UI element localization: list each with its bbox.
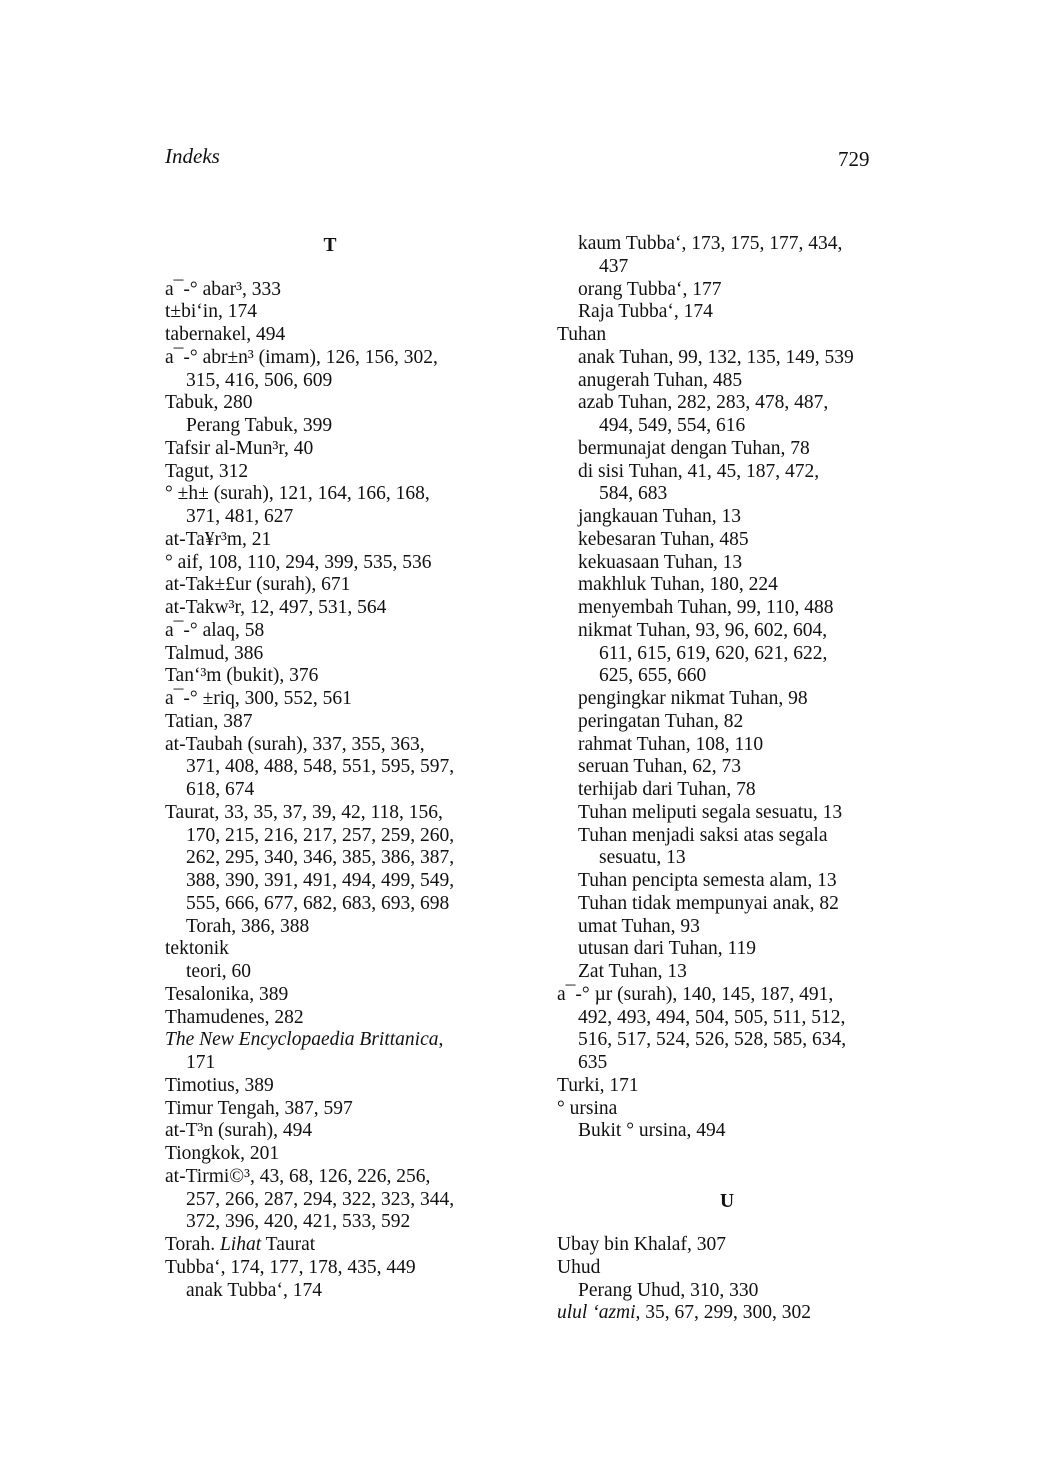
index-entries-t-continued [557, 233, 897, 1143]
index-entry: Zat Tuhan, 13 [578, 961, 687, 982]
index-entry: The New Encyclopaedia Brittanica, [165, 1029, 444, 1051]
index-entry: Perang Uhud, 310, 330 [578, 1279, 759, 1301]
index-entry: at-Ta¥r³m, 21 [165, 528, 272, 550]
index-entry: 388, 390, 391, 491, 494, 499, 549, [186, 870, 455, 891]
index-entry: Bukit ° ursina, 494 [578, 1120, 726, 1142]
index-entry: azab Tuhan, 282, 283, 478, 487, [578, 392, 829, 414]
index-entries-u [557, 1234, 897, 1325]
index-entry: Tuhan pencipta semesta alam, 13 [578, 870, 837, 891]
index-entry: jangkauan Tuhan, 13 [578, 506, 742, 527]
index-entry: Tiongkok, 201 [165, 1143, 280, 1164]
index-entry: a¯-° µr (surah), 140, 145, 187, 491, [557, 983, 834, 1005]
index-entry: Tagut, 312 [165, 460, 249, 482]
running-head-title: Indeks [165, 144, 220, 168]
index-entry: Timur Tengah, 387, 597 [165, 1097, 353, 1119]
index-entry: teori, 60 [186, 961, 251, 982]
index-entry: umat Tuhan, 93 [578, 915, 700, 937]
index-entry: anak Tubba‘, 174 [186, 1279, 322, 1301]
index-entry: 555, 666, 677, 682, 683, 693, 698 [186, 892, 450, 914]
index-entry: at-Tirmi©³, 43, 68, 126, 226, 256, [165, 1165, 431, 1187]
index-entry: kaum Tubba‘, 173, 175, 177, 434, [578, 233, 843, 254]
index-entry: 371, 408, 488, 548, 551, 595, 597, [186, 756, 455, 778]
index-entry: a¯-° abr±n³ (imam), 126, 156, 302, [165, 346, 438, 368]
index-entry: 635 [578, 1052, 608, 1073]
index-entry: peringatan Tuhan, 82 [578, 710, 744, 732]
index-entry: kekuasaan Tuhan, 13 [578, 551, 743, 573]
index-entry: 584, 683 [599, 483, 668, 505]
index-entry: terhijab dari Tuhan, 78 [578, 779, 756, 800]
index-entry: a¯-° alaq, 58 [165, 619, 265, 641]
index-entry: 371, 481, 627 [186, 506, 294, 527]
section-heading-u: U [719, 1190, 735, 1212]
index-entry: 171 [186, 1052, 216, 1073]
index-entry: 437 [599, 255, 629, 277]
index-entry: ulul ‘azmi, 35, 67, 299, 300, 302 [557, 1302, 812, 1324]
index-entry: 611, 615, 619, 620, 621, 622, [599, 642, 828, 664]
index-entry: Thamudenes, 282 [165, 1006, 304, 1028]
index-entry: 494, 549, 554, 616 [599, 415, 746, 436]
index-entry: a¯-° ±riq, 300, 552, 561 [165, 688, 352, 709]
index-entry: 516, 517, 524, 526, 528, 585, 634, [578, 1029, 847, 1051]
index-entry: tektonik [165, 938, 229, 960]
index-entry: 372, 396, 420, 421, 533, 592 [186, 1211, 411, 1233]
index-entry: Ubay bin Khalaf, 307 [557, 1234, 726, 1255]
index-entry: t±bi‘in, 174 [165, 301, 257, 323]
index-entry: 262, 295, 340, 346, 385, 386, 387, [186, 847, 455, 869]
index-entry: pengingkar nikmat Tuhan, 98 [578, 688, 808, 709]
index-entry: menyembah Tuhan, 99, 110, 488 [578, 597, 834, 618]
index-column-right [557, 233, 897, 1325]
index-entry: Tuhan menjadi saksi atas segala [578, 824, 828, 846]
index-entry: Talmud, 386 [165, 642, 264, 664]
index-entry: Perang Tabuk, 399 [186, 415, 333, 436]
index-entry: Tuhan tidak mempunyai anak, 82 [578, 892, 839, 914]
index-entry: 315, 416, 506, 609 [186, 369, 333, 391]
index-entry: 492, 493, 494, 504, 505, 511, 512, [578, 1006, 846, 1028]
index-entry: makhluk Tuhan, 180, 224 [578, 574, 778, 596]
index-entry: bermunajat dengan Tuhan, 78 [578, 437, 810, 459]
index-entry: anak Tuhan, 99, 132, 135, 149, 539 [578, 346, 854, 368]
index-entry: Tuhan meliputi segala sesuatu, 13 [578, 801, 843, 823]
index-entry: 618, 674 [186, 779, 255, 800]
index-entry: nikmat Tuhan, 93, 96, 602, 604, [578, 619, 828, 641]
index-entry: Tan‘³m (bukit), 376 [165, 665, 319, 687]
index-entries-t [165, 279, 495, 1303]
index-entry: anugerah Tuhan, 485 [578, 369, 743, 391]
index-entry: sesuatu, 13 [599, 847, 686, 869]
index-entry: Torah, 386, 388 [186, 915, 310, 937]
index-entry: ° aif, 108, 110, 294, 399, 535, 536 [165, 551, 432, 573]
index-entry: di sisi Tuhan, 41, 45, 187, 472, [578, 460, 820, 482]
index-entry: Tubba‘, 174, 177, 178, 435, 449 [165, 1256, 416, 1278]
index-entry: a¯-° abar³, 333 [165, 278, 281, 300]
index-entry: at-Takw³r, 12, 497, 531, 564 [165, 597, 387, 618]
index-entry: at-Taubah (surah), 337, 355, 363, [165, 733, 425, 755]
index-entry: utusan dari Tuhan, 119 [578, 938, 757, 960]
index-entry: ° ±h± (surah), 121, 164, 166, 168, [165, 483, 430, 505]
index-entry: ° ursina [557, 1097, 618, 1119]
index-entry: at-T³n (surah), 494 [165, 1120, 313, 1142]
index-entry: Tabuk, 280 [165, 392, 253, 414]
section-heading-t: T [323, 235, 337, 256]
index-column-left [165, 233, 495, 1302]
index-entry: Timotius, 389 [165, 1074, 274, 1096]
index-entry: kebesaran Tuhan, 485 [578, 528, 749, 550]
index-entry: Tafsir al-Mun³r, 40 [165, 437, 314, 459]
index-entry: orang Tubba‘, 177 [578, 278, 722, 300]
index-entry: Tesalonika, 389 [165, 983, 289, 1005]
index-entry: 625, 655, 660 [599, 665, 707, 687]
index-entry: 257, 266, 287, 294, 322, 323, 344, [186, 1188, 455, 1210]
index-entry: tabernakel, 494 [165, 324, 286, 345]
page-number: 729 [838, 147, 870, 171]
index-entry: Uhud [557, 1256, 601, 1278]
index-entry: Raja Tubba‘, 174 [578, 301, 713, 323]
index-entry: Tatian, 387 [165, 710, 253, 732]
index-entry: Taurat, 33, 35, 37, 39, 42, 118, 156, [165, 801, 443, 823]
index-entry: at-Tak±£ur (surah), 671 [165, 574, 351, 596]
index-entry: Turki, 171 [557, 1074, 639, 1096]
index-entry: Tuhan [557, 324, 607, 345]
index-entry: 170, 215, 216, 217, 257, 259, 260, [186, 824, 455, 846]
index-entry: seruan Tuhan, 62, 73 [578, 756, 742, 778]
index-entry: Torah. Lihat Taurat [165, 1234, 316, 1255]
index-entry: rahmat Tuhan, 108, 110 [578, 733, 764, 755]
